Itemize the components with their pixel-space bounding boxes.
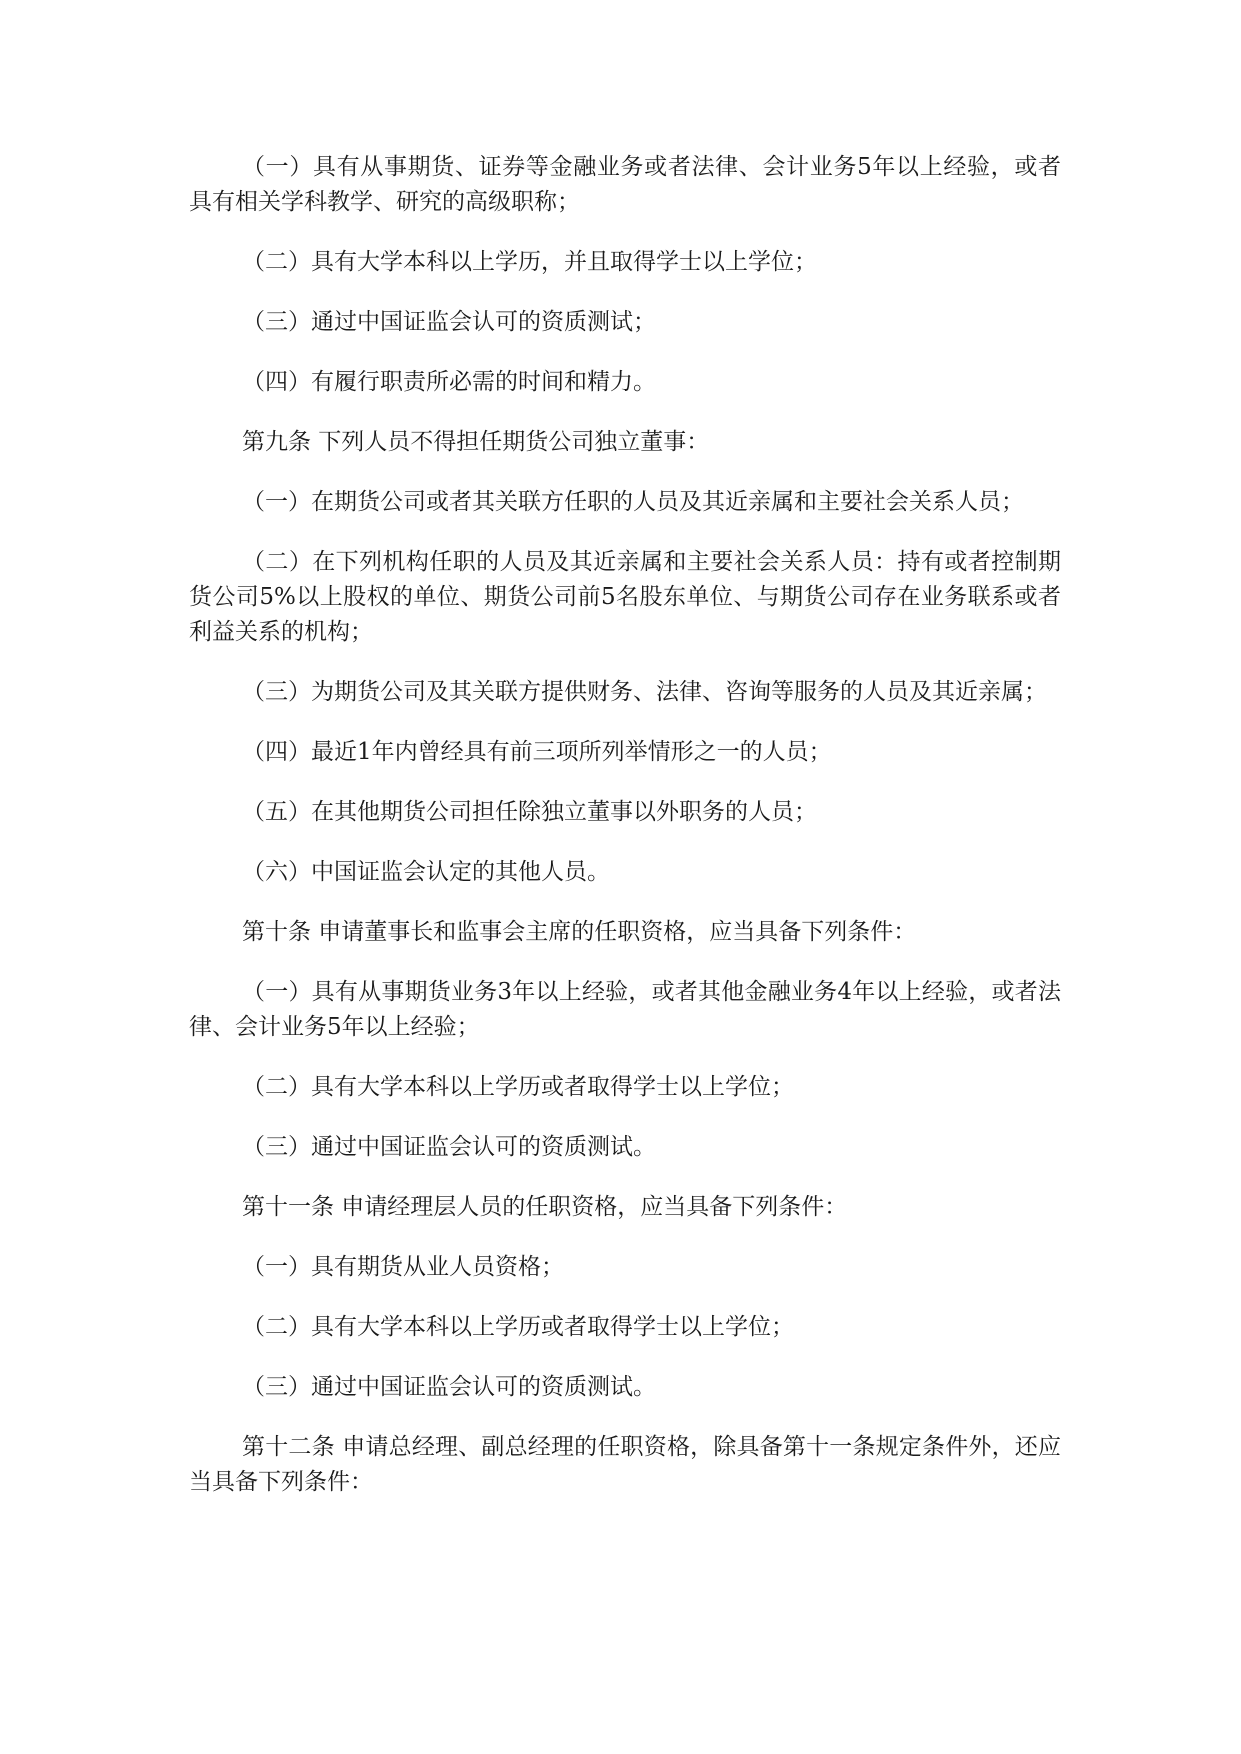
paragraph: （二）具有大学本科以上学历，并且取得学士以上学位； [242,249,817,275]
paragraph: （一）具有期货从业人员资格； [242,1254,564,1280]
article-heading: 第十条 申请董事长和监事会主席的任职资格，应当具备下列条件： [242,919,917,945]
paragraph: （一）具有从事期货、证券等金融业务或者法律、会计业务5年以上经验，或者具有相关学科教学、研究的高级职称； [189,154,1061,215]
paragraph: （三）通过中国证监会认可的资质测试。 [242,1134,656,1160]
document-body [189,150,1061,1525]
paragraph: （一）具有从事期货业务3年以上经验，或者其他金融业务4年以上经验，或者法律、会计业务5年以上经验； [189,979,1061,1040]
paragraph: （三）通过中国证监会认可的资质测试； [242,309,656,335]
paragraph: （五）在其他期货公司担任除独立董事以外职务的人员； [242,799,817,825]
paragraph: （二）具有大学本科以上学历或者取得学士以上学位； [242,1074,794,1100]
paragraph: （二）具有大学本科以上学历或者取得学士以上学位； [242,1314,794,1340]
paragraph: （三）通过中国证监会认可的资质测试。 [242,1374,656,1400]
paragraph: （四）有履行职责所必需的时间和精力。 [242,369,656,395]
paragraph: （一）在期货公司或者其关联方任职的人员及其近亲属和主要社会关系人员； [242,489,1024,515]
paragraph: （三）为期货公司及其关联方提供财务、法律、咨询等服务的人员及其近亲属； [242,679,1047,705]
article-heading: 第九条 下列人员不得担任期货公司独立董事： [242,429,710,455]
article-heading: 第十二条 申请总经理、副总经理的任职资格，除具备第十一条规定条件外，还应当具备下列条件： [189,1434,1061,1495]
paragraph: （二）在下列机构任职的人员及其近亲属和主要社会关系人员：持有或者控制期货公司5%以上股权的单位、期货公司前5名股东单位、与期货公司存在业务联系或者利益关系的机构； [189,549,1061,645]
paragraph: （四）最近1年内曾经具有前三项所列举情形之一的人员； [242,739,832,765]
paragraph: （六）中国证监会认定的其他人员。 [242,859,610,885]
article-heading: 第十一条 申请经理层人员的任职资格，应当具备下列条件： [242,1194,848,1220]
